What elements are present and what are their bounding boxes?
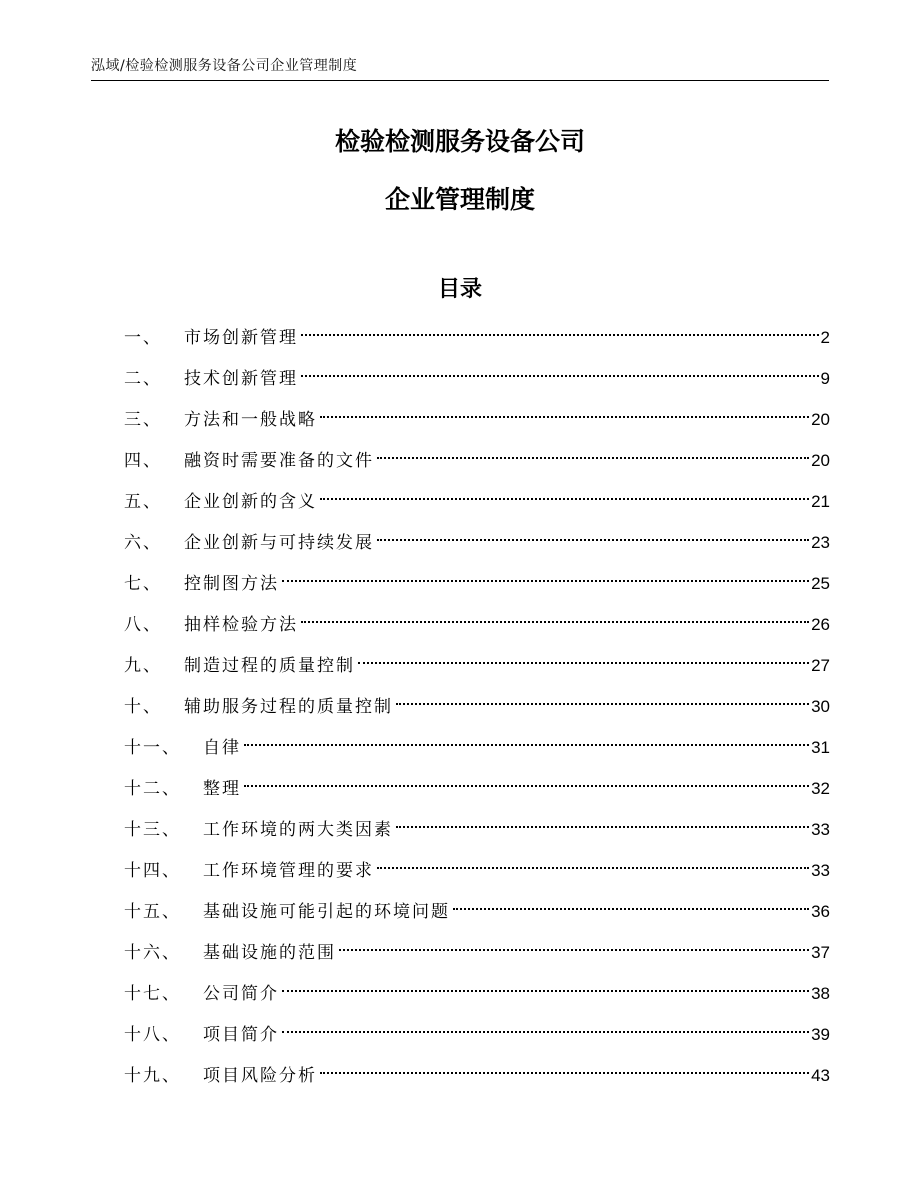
toc-leader-dots <box>377 539 809 541</box>
toc-entry-label: 融资时需要准备的文件 <box>184 451 374 471</box>
toc-leader-dots <box>339 949 809 951</box>
toc-leader-dots <box>244 785 809 787</box>
toc-entry-page: 27 <box>811 656 830 675</box>
toc-entry[interactable] <box>124 648 830 689</box>
toc-entry[interactable] <box>124 976 830 1017</box>
toc-entry[interactable] <box>124 607 830 648</box>
toc-entry-number: 十五、 <box>124 902 181 922</box>
toc-entry-page: 31 <box>811 738 830 757</box>
toc-entry-page: 30 <box>811 697 830 716</box>
toc-entry-label: 整理 <box>203 779 241 799</box>
toc-entry-page: 23 <box>811 533 830 552</box>
toc-entry-number: 十三、 <box>124 820 181 840</box>
toc-entry[interactable] <box>124 894 830 935</box>
toc-entry[interactable] <box>124 771 830 812</box>
toc-leader-dots <box>301 621 809 623</box>
toc-entry-number: 一、 <box>124 328 162 348</box>
toc-entry-label: 项目简介 <box>203 1025 279 1045</box>
toc-leader-dots <box>244 744 809 746</box>
toc-entry-label: 工作环境的两大类因素 <box>203 820 393 840</box>
toc-entry[interactable] <box>124 525 830 566</box>
toc-entry-label: 辅助服务过程的质量控制 <box>184 697 393 717</box>
toc-entry-number: 十六、 <box>124 943 181 963</box>
toc-entry-label: 控制图方法 <box>184 574 279 594</box>
toc-entry-page: 26 <box>811 615 830 634</box>
toc-leader-dots <box>282 1031 809 1033</box>
toc-entry-number: 九、 <box>124 656 162 676</box>
toc-entry-page: 33 <box>811 820 830 839</box>
toc-entry[interactable] <box>124 935 830 976</box>
toc-leader-dots <box>320 416 809 418</box>
toc-entry-page: 36 <box>811 902 830 921</box>
toc-entry-number: 十二、 <box>124 779 181 799</box>
toc-leader-dots <box>301 334 819 336</box>
toc-leader-dots <box>453 908 809 910</box>
toc-entry-page: 25 <box>811 574 830 593</box>
toc-leader-dots <box>282 580 809 582</box>
toc-entry-number: 十四、 <box>124 861 181 881</box>
toc-entry-page: 20 <box>811 451 830 470</box>
toc-leader-dots <box>282 990 809 992</box>
toc-leader-dots <box>320 1072 809 1074</box>
toc-entry-page: 32 <box>811 779 830 798</box>
toc-entry[interactable] <box>124 566 830 607</box>
toc-entry-number: 三、 <box>124 410 162 430</box>
toc-entry[interactable] <box>124 689 830 730</box>
toc-entry-label: 企业创新与可持续发展 <box>184 533 374 553</box>
toc-leader-dots <box>396 703 809 705</box>
toc-entry-label: 自律 <box>203 738 241 758</box>
toc-entry[interactable] <box>124 1058 830 1099</box>
table-of-contents <box>124 320 830 1099</box>
toc-entry-page: 21 <box>811 492 830 511</box>
toc-entry-number: 四、 <box>124 451 162 471</box>
toc-heading: 目录 <box>437 277 482 302</box>
toc-entry-number: 十、 <box>124 697 162 717</box>
toc-entry-label: 技术创新管理 <box>184 369 298 389</box>
toc-entry-label: 企业创新的含义 <box>184 492 317 512</box>
toc-leader-dots <box>301 375 819 377</box>
toc-leader-dots <box>396 826 809 828</box>
toc-entry-number: 七、 <box>124 574 162 594</box>
toc-entry-label: 制造过程的质量控制 <box>184 656 355 676</box>
toc-entry-number: 十九、 <box>124 1066 181 1086</box>
toc-entry-label: 工作环境管理的要求 <box>203 861 374 881</box>
toc-entry[interactable] <box>124 402 830 443</box>
toc-entry-page: 9 <box>820 369 830 388</box>
toc-entry[interactable] <box>124 320 830 361</box>
toc-entry-label: 市场创新管理 <box>184 328 298 348</box>
toc-entry-page: 20 <box>811 410 830 429</box>
toc-entry-page: 38 <box>811 984 830 1003</box>
toc-entry-label: 基础设施可能引起的环境问题 <box>203 902 450 922</box>
toc-entry[interactable] <box>124 853 830 894</box>
toc-entry-number: 十八、 <box>124 1025 181 1045</box>
toc-entry[interactable] <box>124 361 830 402</box>
toc-entry-label: 公司简介 <box>203 984 279 1004</box>
toc-entry-label: 抽样检验方法 <box>184 615 298 635</box>
toc-entry[interactable] <box>124 730 830 771</box>
toc-leader-dots <box>358 662 809 664</box>
toc-entry-label: 项目风险分析 <box>203 1066 317 1086</box>
toc-entry-page: 37 <box>811 943 830 962</box>
toc-entry-page: 2 <box>820 328 830 347</box>
toc-entry-number: 二、 <box>124 369 162 389</box>
toc-entry-page: 39 <box>811 1025 830 1044</box>
toc-entry-label: 基础设施的范围 <box>203 943 336 963</box>
toc-entry[interactable] <box>124 812 830 853</box>
toc-leader-dots <box>377 457 809 459</box>
toc-entry[interactable] <box>124 1017 830 1058</box>
toc-entry-number: 六、 <box>124 533 162 553</box>
header-rule <box>91 80 829 81</box>
toc-leader-dots <box>377 867 809 869</box>
toc-entry-label: 方法和一般战略 <box>184 410 317 430</box>
toc-entry-number: 八、 <box>124 615 162 635</box>
toc-leader-dots <box>320 498 809 500</box>
toc-entry-number: 十七、 <box>124 984 181 1004</box>
document-title-line-1: 检验检测服务设备公司 <box>334 127 585 156</box>
toc-entry[interactable] <box>124 443 830 484</box>
toc-entry-number: 五、 <box>124 492 162 512</box>
toc-entry-number: 十一、 <box>124 738 181 758</box>
document-title-line-2: 企业管理制度 <box>384 185 535 214</box>
toc-entry[interactable] <box>124 484 830 525</box>
toc-entry-page: 43 <box>811 1066 830 1085</box>
running-header: 泓域/检验检测服务设备公司企业管理制度 <box>91 58 358 74</box>
toc-entry-page: 33 <box>811 861 830 880</box>
